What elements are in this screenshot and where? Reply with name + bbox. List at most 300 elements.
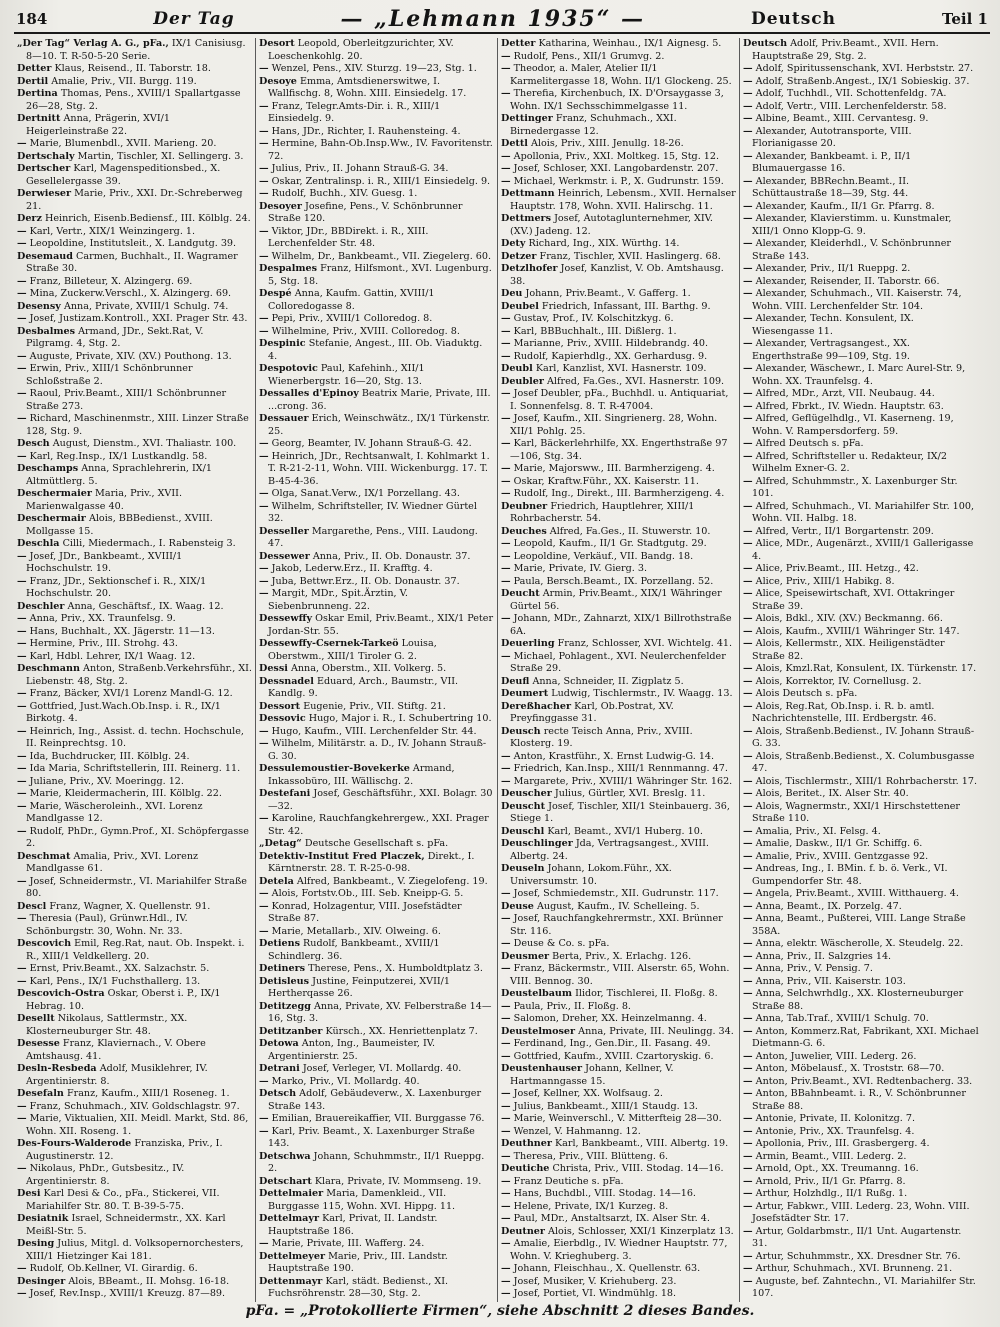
directory-entry <box>743 913 979 938</box>
directory-entry <box>501 1176 736 1189</box>
directory-entry <box>17 901 252 914</box>
entry-details: Hermine, Priv., III. Strohg. 43. <box>29 638 178 649</box>
directory-entry <box>17 688 252 701</box>
entry-details: Artur, Fabkwr., VIII. Lederg. 23, Wohn. VIII. Josefstädter Str. 17. <box>752 1200 970 1224</box>
entry-name: — <box>259 1238 269 1249</box>
directory-entry <box>743 626 979 639</box>
entry-details: Raoul, Priv.Beamt., XIII/1 Schönbrunner Straße 273. <box>26 388 227 412</box>
directory-entry <box>501 826 736 839</box>
entry-name: Despinic <box>259 338 306 349</box>
directory-entry <box>259 138 494 163</box>
entry-name: — <box>259 175 269 187</box>
entry-details: Hermine, Bahn-Ob.Insp.Ww., IV. Favoritenstr. 72. <box>268 138 493 162</box>
directory-entry <box>501 988 736 1001</box>
directory-entry <box>501 113 736 138</box>
directory-entry <box>17 463 252 488</box>
directory-entry <box>501 938 736 951</box>
directory-entry <box>259 888 494 901</box>
entry-details: Alois, Korrektor, IV. Cornellusg. 2. <box>755 675 922 687</box>
entry-details: Karl, Beamt., XVI/1 Huberg. 10. <box>547 825 703 837</box>
directory-entry <box>501 576 736 589</box>
entry-name: — <box>743 125 753 137</box>
directory-entry <box>743 151 979 176</box>
directory-entry <box>501 863 736 888</box>
entry-name: — <box>501 350 511 362</box>
entry-name: — <box>501 163 511 174</box>
entry-details: Erich, Weinschwätz., IX/1 Türkenstr. 25. <box>268 413 490 437</box>
entry-details: Johann, Priv.Beamt., V. Gafferg. 1. <box>525 288 691 299</box>
entry-name: — <box>743 275 753 287</box>
directory-entry <box>743 613 979 626</box>
entry-name: — <box>743 838 753 849</box>
entry-details: Marie, Viktualien, XII. Meidl. Markt, Std. 86, Wohn. XII. Roseng. 1. <box>26 1113 249 1137</box>
entry-details: Alois, Tischlermstr., XIII/1 Rohrbacherstr. 17. <box>755 775 978 787</box>
entry-name: Desensy <box>17 300 61 312</box>
directory-entry <box>259 726 494 739</box>
entry-name: — <box>17 963 27 974</box>
entry-name: — <box>743 863 753 874</box>
entry-details: Heinrich, Ing., Assist. d. techn. Hochschule, II. Reinprechtsg. 10. <box>26 725 244 749</box>
directory-entry <box>17 601 252 614</box>
directory-entry <box>259 1238 494 1251</box>
directory-entry <box>17 576 252 601</box>
entry-name: — <box>743 150 753 162</box>
entry-details: Leopold, Kaufm., II/1 Gr. Stadtgutg. 29. <box>513 538 707 549</box>
directory-entry <box>259 288 494 313</box>
entry-name: — <box>743 938 753 949</box>
directory-entry <box>501 1163 736 1176</box>
entry-name: Dettl <box>501 138 528 149</box>
column-4 <box>740 38 982 1302</box>
entry-details: Beatrix Marie, Private, III. ...crong. 36. <box>268 388 491 412</box>
entry-name: — <box>259 488 269 499</box>
directory-entry <box>501 1276 736 1289</box>
entry-name: — <box>743 688 753 699</box>
entry-name: — <box>501 613 511 624</box>
directory-entry <box>501 1051 736 1064</box>
entry-name: — <box>501 1088 511 1099</box>
entry-details: Anton, Priv.Beamt., XVI. Redtenbacherg. 33. <box>755 1075 973 1087</box>
entry-details <box>514 1301 699 1303</box>
entry-name: — <box>743 475 753 487</box>
entry-details: Oskar, Kraftw.Führ., XX. Kaiserstr. 11. <box>513 475 699 487</box>
directory-entry <box>259 901 494 926</box>
entry-name: Detzer <box>501 250 537 262</box>
page-header <box>14 6 990 34</box>
entry-details: Johann, Kellner, V. Hartmanngasse 15. <box>510 1063 674 1087</box>
entry-details: Karl, Vertr., XIX/1 Weinzingerg. 1. <box>29 225 196 237</box>
directory-entry <box>17 276 252 289</box>
entry-details: Deuse & Co. s. pFa. <box>513 938 610 949</box>
directory-entry <box>743 851 979 864</box>
directory-entry <box>743 1138 979 1151</box>
directory-entry <box>501 676 736 689</box>
entry-name: Descovich <box>17 938 72 949</box>
entry-name: — <box>743 975 753 987</box>
directory-entry <box>743 838 979 851</box>
entry-details: Josef, Autotaglunternehmer, XIV. (XV.) Jadeng. 12. <box>510 213 713 237</box>
entry-details: Karl, Priv. Beamt., X. Laxenburger Straße 143. <box>268 1125 475 1149</box>
entry-name: Dety <box>501 238 526 249</box>
entry-details: Alexander, Kaufm., II/1 Gr. Pfarrg. 8. <box>755 200 935 212</box>
entry-name: — <box>259 188 269 199</box>
directory-entry <box>501 288 736 301</box>
entry-name: — <box>743 613 753 624</box>
entry-details: Josef, Portiet, VI. Windmühlg. 18. <box>513 1288 677 1299</box>
directory-entry <box>501 151 736 164</box>
directory-entry <box>743 63 979 76</box>
directory-entry <box>17 801 252 826</box>
entry-name: — <box>501 763 511 774</box>
entry-details: Anna, Schneider, II. Zigplatz 5. <box>532 675 684 687</box>
entry-name: — <box>17 1113 27 1124</box>
directory-entry <box>743 38 979 63</box>
entry-details: Armin, Priv.Beamt., XIX/1 Währinger Gürtel 56. <box>510 588 722 612</box>
entry-details: Anna, Priv., V. Pensig. 7. <box>755 963 873 974</box>
directory-entry <box>259 451 494 489</box>
entry-details: Emil, Reg.Rat, naut. Ob. Inspekt. i. R., XIII/1 Veldkellerg. 20. <box>26 938 245 962</box>
entry-name: Dettelmayr <box>259 1213 320 1224</box>
entry-name: — <box>743 663 753 674</box>
entry-name: — <box>501 438 511 449</box>
entry-details: Juba, Bettwr.Erz., II. Ob. Donaustr. 37. <box>271 575 460 587</box>
entry-name: Dessovic <box>259 713 306 724</box>
directory-entry <box>17 638 252 651</box>
directory-entry <box>501 1226 736 1239</box>
entry-name: — <box>501 1275 511 1287</box>
directory-entry <box>17 963 252 976</box>
entry-details: Jakob, Lederw.Erz., II. Krafftg. 4. <box>271 563 433 574</box>
directory-entry <box>259 488 494 501</box>
directory-entry <box>743 826 979 839</box>
entry-name: Detrani <box>259 1063 300 1074</box>
directory-entry <box>17 388 252 413</box>
directory-entry <box>743 1063 979 1076</box>
entry-details: Katharina, Weinhau., IX/1 Aignesg. 5. <box>538 38 722 49</box>
entry-name: Detzlhofer <box>501 263 558 274</box>
entry-details: Alfred, Schuhmmstr., X. Laxenburger Str. 101. <box>752 475 958 499</box>
entry-details: Anna, Priv., II. Ob. Donaustr. 37. <box>312 550 471 562</box>
directory-entry <box>17 976 252 989</box>
entry-name: — <box>259 925 269 937</box>
entry-name: — <box>17 775 27 787</box>
entry-details: Rudolf, Kapierhdlg., XX. Gerhardusg. 9. <box>513 350 708 362</box>
entry-details: Alexander, Schuhmach., VII. Kaiserstr. 74, Wohn. VIII. Lerchenfelder Str. 104. <box>752 288 962 312</box>
entry-name: — <box>17 1288 27 1299</box>
directory-entry <box>17 788 252 801</box>
entry-details: Adolf, Vertr., VIII. Lerchenfelderstr. 58. <box>755 100 947 112</box>
entry-details: Michael, Pohlagent., XVI. Neulerchenfelder Straße 29. <box>510 650 726 674</box>
entry-name: — <box>743 200 753 212</box>
entry-details: Viktor, JDr., BBDirekt. i. R., XIII. Lerchenfelder Str. 48. <box>268 225 429 249</box>
entry-name: — <box>501 750 511 762</box>
directory-entry <box>743 338 979 363</box>
directory-entry <box>17 113 252 138</box>
entry-name: — <box>501 50 511 62</box>
entry-name: Deuschl <box>501 825 545 837</box>
entry-details: Rudolf, PhDr., Gymn.Prof., XI. Schöpfergasse 2. <box>26 825 249 849</box>
directory-entry <box>259 701 494 714</box>
entry-name: — <box>501 1000 511 1012</box>
entry-details: Marie, Kleidermacherin, III. Kölblg. 22. <box>29 788 222 799</box>
entry-name: — <box>17 550 27 562</box>
entry-details: Anna, Tab.Traf., XVIII/1 Schulg. 70. <box>755 1013 929 1024</box>
entry-name: Dessewer <box>259 550 310 562</box>
entry-name: — <box>501 550 511 562</box>
entry-name: Dettinger <box>501 113 553 124</box>
entry-details: Paula, Bersch.Beamt., IX. Porzellang. 52. <box>513 575 714 587</box>
entry-details: Margit, MDr., Spit.Ärztin, V. Siebenbrunneng. 22. <box>268 588 408 612</box>
entry-name: — <box>259 1113 269 1124</box>
entry-name: Desinger <box>17 1275 66 1287</box>
directory-entry <box>743 638 979 663</box>
directory-entry <box>743 751 979 776</box>
directory-entry <box>17 776 252 789</box>
entry-name: Desemaud <box>17 250 73 262</box>
entry-name: Desing <box>17 1238 55 1249</box>
directory-entry <box>501 1151 736 1164</box>
directory-entry <box>501 413 736 438</box>
directory-entry <box>501 238 736 251</box>
directory-entry <box>259 663 494 676</box>
directory-entry <box>259 38 494 63</box>
entry-details: Franz, Tischler, XVII. Haslingerg. 68. <box>539 250 721 262</box>
entry-name: — <box>743 913 753 924</box>
entry-details: Alexander, Bankbeamt. i. P., II/1 Blumauergasse 16. <box>752 150 912 174</box>
entry-details: Alexander, BBRechn.Beamt., II. Schüttaustraße 18—39, Stg. 44. <box>752 175 910 199</box>
directory-entry <box>17 1288 252 1301</box>
directory-entry <box>259 188 494 201</box>
entry-details: Alois, Kellermstr., XIX. Heiligenstädter Straße 82. <box>752 638 945 662</box>
entry-name: — <box>743 825 753 837</box>
directory-entry <box>743 1076 979 1089</box>
entry-details: Marie, Metallarb., XIV. Olweing. 6. <box>271 925 441 937</box>
entry-details: Marko, Priv., VI. Mollardg. 40. <box>271 1075 420 1087</box>
directory-entry <box>501 751 736 764</box>
entry-details: August, Kaufm., IV. Schelleing. 5. <box>536 900 700 912</box>
entry-details: Karl, Hdbl. Lehrer, IX/1 Waag. 12. <box>29 650 196 662</box>
directory-entry <box>259 251 494 264</box>
directory-entry <box>501 1188 736 1201</box>
directory-entry <box>501 1238 736 1263</box>
entry-details: Martin, Tischler, XI. Sellingerg. 3. <box>77 150 244 162</box>
entry-details: Gottfried, Just.Wach.Ob.Insp. i. R., IX/1 Birkotg. 4. <box>26 700 221 724</box>
entry-name: Deuscher <box>501 788 552 799</box>
entry-details: Ilidor, Tischlerei, II. Floßg. 8. <box>575 988 718 999</box>
directory-entry <box>259 413 494 438</box>
entry-name: Descl <box>17 900 47 912</box>
directory-entry <box>501 651 736 676</box>
entry-details: Therefia, Kirchenbuch, IX. D'Orsaygasse 3, Wohn. IX/1 Sechsschimmelgasse 11. <box>510 88 724 112</box>
entry-name: Derwieser <box>17 188 72 199</box>
entry-details: Michael, Werkmstr. i. P., X. Gudrunstr. 159. <box>513 175 724 187</box>
entry-name: — <box>501 1188 511 1199</box>
entry-details: Alexander, Priv., II/1 Rueppg. 2. <box>755 263 911 274</box>
directory-entry <box>259 226 494 251</box>
entry-details: Marie, Weinverschl., V. Mitterfteig 28—30. <box>513 1113 722 1124</box>
entry-name: Despotovic <box>259 363 318 374</box>
directory-entry <box>743 1188 979 1201</box>
entry-details: Auguste, bef. Zahntechn., VI. Mariahilfer Str. 107. <box>752 1275 976 1299</box>
entry-details: Josef, Justizam.Kontroll., XXI. Prager Str. 43. <box>29 313 248 324</box>
entry-name: Dessort <box>259 700 301 712</box>
directory-entry <box>259 876 494 889</box>
directory-title: — „Lehmann 1935“ — <box>340 6 646 32</box>
entry-details: Emilian, Brauereikaffier, VII. Burggasse 76. <box>271 1113 485 1124</box>
directory-entry <box>17 1238 252 1263</box>
entry-name: Despalmes <box>259 263 318 274</box>
entry-details: Rudolf, Ing., Direkt., III. Barmherzigeng. 4. <box>513 488 725 499</box>
entry-name: Deschermair <box>17 513 86 524</box>
entry-details: Ludwig, Tischlermstr., IV. Waagg. 13. <box>551 688 733 699</box>
directory-entry <box>259 1038 494 1063</box>
entry-name: Deuschlinger <box>501 838 573 849</box>
directory-entry <box>17 701 252 726</box>
directory-entry <box>17 251 252 276</box>
entry-details: Nikolaus, Sattlermstr., XX. Klosterneuburger Str. 48. <box>26 1013 188 1037</box>
entry-name: — <box>17 1163 27 1174</box>
entry-details: Johann, Fleischhau., X. Quellenstr. 63. <box>513 1263 701 1274</box>
entry-details: Amalie, Eierbdlg., IV. Wiedner Hauptstr. 77, Wohn. V. Krieghuberg. 3. <box>510 1238 728 1262</box>
entry-name: — <box>743 1138 753 1149</box>
directory-entry <box>743 1163 979 1176</box>
entry-details: Josef, Tischler, XII/1 Steinbauerg. 36, Stiege 1. <box>510 800 730 824</box>
entry-details: Alois, Straßenb.Bedienst., X. Columbusgasse 47. <box>752 750 975 774</box>
entry-name: — <box>17 613 27 624</box>
entry-details: Karl, städt. Bedienst., XI. Fuchsröhrenstr. 28—30, Stg. 2. <box>268 1275 449 1299</box>
directory-entry <box>743 1176 979 1189</box>
entry-name: — <box>259 163 269 174</box>
directory-entry <box>17 751 252 764</box>
directory-entry <box>501 351 736 364</box>
entry-details: Anton, Ing., Baumeister, IV. Argentinierstr. 25. <box>268 1038 436 1062</box>
entry-details: Anna, Selchwrhdlg., XX. Klosterneuburger Straße 88. <box>752 988 964 1012</box>
directory-entry <box>743 263 979 276</box>
entry-name: Detter <box>501 38 536 49</box>
directory-entry <box>259 313 494 326</box>
entry-name: — <box>743 988 753 999</box>
directory-entry <box>17 413 252 438</box>
directory-entry <box>17 513 252 538</box>
entry-name: Deutiche <box>501 1163 550 1174</box>
directory-entry <box>259 976 494 1001</box>
entry-details: Anna, Private, XVIII/1 Schulg. 74. <box>63 300 229 312</box>
directory-entry <box>17 988 252 1013</box>
columns-container <box>14 38 990 1302</box>
directory-entry <box>743 588 979 613</box>
entry-details: Karl, Privat, II. Landstr. Hauptstraße 186. <box>268 1213 438 1237</box>
entry-name: Deusmer <box>501 950 550 962</box>
entry-name: — <box>743 63 753 74</box>
entry-name: Deschla <box>17 538 60 549</box>
entry-name: — <box>501 1238 511 1249</box>
footer-note: pFa. = „Protokollierte Firmen“, siehe Abschnitt 2 dieses Bandes. <box>245 1303 755 1319</box>
entry-details: Carmen, Buchhalt., II. Wagramer Straße 30. <box>26 250 238 274</box>
directory-entry <box>259 588 494 613</box>
entry-name: Dereßhacher <box>501 700 572 712</box>
entry-name <box>17 1301 27 1303</box>
directory-entry <box>501 501 736 526</box>
entry-name: — <box>743 438 753 449</box>
entry-details <box>30 1301 222 1303</box>
entry-details: Olga, Sanat.Verw., IX/1 Porzellang. 43. <box>271 488 460 499</box>
entry-name: — <box>743 1150 753 1162</box>
directory-entry <box>743 1301 979 1303</box>
directory-entry <box>17 626 252 639</box>
entry-name: — <box>743 238 753 249</box>
entry-name: — <box>259 900 269 912</box>
entry-name: Deubler <box>501 375 544 387</box>
entry-details: Margarethe, Pens., VIII. Laudong. 47. <box>268 525 478 549</box>
entry-name: — <box>259 725 269 737</box>
directory-entry <box>17 38 252 63</box>
entry-name: — <box>743 1013 753 1024</box>
entry-details: Richard, Maschinenmstr., XIII. Linzer Straße 128, Stg. 9. <box>26 413 249 437</box>
entry-details: Andreas, Ing., I. BMin. f. b. ö. Verk., VI. Gumpendorfer Str. 48. <box>752 863 948 887</box>
directory-entry <box>501 538 736 551</box>
entry-details: Eduard, Arch., Baumstr., VII. Kandlg. 9. <box>268 675 459 699</box>
entry-name: — <box>17 750 27 762</box>
directory-entry <box>743 526 979 539</box>
entry-details: Direkt., I. Kärntnerstr. 28. T. R-25-0-98. <box>268 850 475 874</box>
directory-entry <box>259 526 494 551</box>
directory-entry <box>501 1263 736 1276</box>
directory-entry <box>17 451 252 464</box>
entry-name: Dertnitt <box>17 113 61 124</box>
directory-entry <box>259 1001 494 1026</box>
entry-details: Alois, Wagnermstr., XXI/1 Hirschstettener Straße 110. <box>752 800 961 824</box>
entry-details: Anton, Kommerz.Rat, Fabrikant, XXI. Michael Dietmann-G. 6. <box>752 1025 979 1049</box>
entry-name: — <box>743 1200 753 1212</box>
entry-name: Dessnadel <box>259 675 314 687</box>
directory-entry <box>743 538 979 563</box>
entry-details: Wilhelm, Schriftsteller, IV. Wiedner Gürtel 32. <box>268 500 477 524</box>
entry-details: Christa, Priv., VIII. Stodag. 14—16. <box>552 1163 724 1174</box>
entry-name: — <box>743 588 753 599</box>
directory-entry <box>743 1113 979 1126</box>
directory-entry <box>17 151 252 164</box>
entry-details: Marie, Blumenbdl., XVII. Marieng. 20. <box>29 138 217 149</box>
entry-name: — <box>501 538 511 549</box>
entry-details: Alfred, Fbrkt., IV. Wiedn. Hauptstr. 63. <box>755 400 944 412</box>
entry-name: Dertschaly <box>17 150 75 162</box>
entry-details: Julius, Gürtler, XVI. Breslg. 11. <box>554 788 706 799</box>
entry-name: — <box>743 625 753 637</box>
entry-name: — <box>743 1088 753 1099</box>
entry-name: — <box>17 725 27 737</box>
entry-details: Arthur, Holzhdlg., II/1 Rußg. 1. <box>755 1188 908 1199</box>
entry-details: Alfred, Schriftsteller u. Redakteur, IX/2 Wilhelm Exner-G. 2. <box>752 450 947 474</box>
entry-details: Pepi, Priv., XVIII/1 Colloredog. 8. <box>271 313 433 324</box>
entry-name: — <box>501 888 511 899</box>
directory-entry <box>743 1263 979 1276</box>
entry-details: Josef, Schneidermstr., VI. Mariahilfer Straße 80. <box>26 875 247 899</box>
directory-entry <box>259 788 494 813</box>
entry-name: Deuscht <box>501 800 546 812</box>
entry-details: Theresia (Paul), Grünwr.Hdl., IV. Schönburgstr. 30, Wohn. Nr. 33. <box>26 913 188 937</box>
directory-entry <box>743 413 979 438</box>
entry-details: Marie, Priv., XXI. Dr.-Schreberweg 21. <box>26 188 243 212</box>
directory-entry <box>743 451 979 476</box>
entry-name: — <box>743 563 753 574</box>
directory-entry <box>259 101 494 126</box>
entry-name: — <box>743 525 753 537</box>
directory-entry <box>743 176 979 201</box>
directory-entry <box>501 301 736 314</box>
entry-name: Detela <box>259 875 294 887</box>
entry-name: — <box>743 1063 753 1074</box>
directory-entry <box>743 126 979 151</box>
